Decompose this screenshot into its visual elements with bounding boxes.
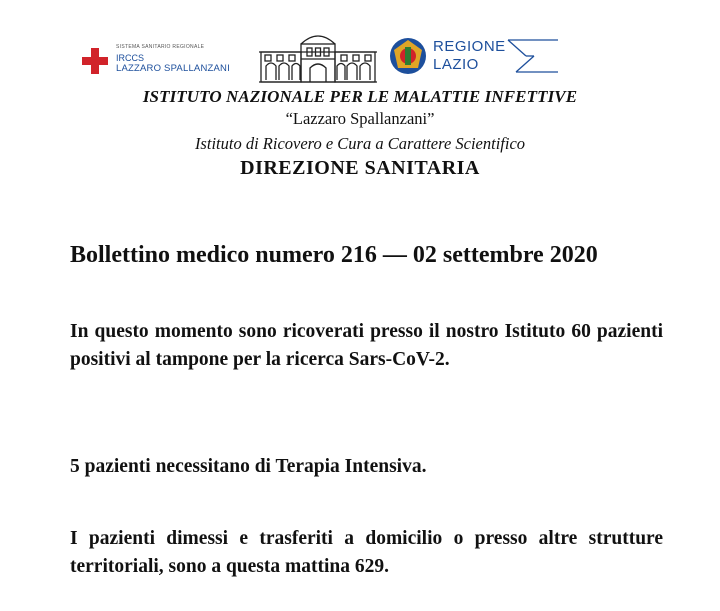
irccs-logo (82, 44, 252, 84)
irccs-small-text: SISTEMA SANITARIO REGIONALE (116, 44, 205, 50)
institute-subtitle: Istituto di Ricovero e Cura a Carattere Scientifico (194, 134, 526, 153)
header-logos (0, 20, 720, 88)
paragraph-intensive-care: 5 pazienti necessitano di Terapia Intensiva. (70, 456, 427, 477)
region-lines-icon (480, 38, 560, 74)
region-word-lazio: LAZIO (433, 56, 479, 73)
red-cross-icon (82, 48, 108, 74)
region-emblem-icon (388, 36, 428, 76)
irccs-name: LAZZARO SPALLANZANI (116, 63, 230, 74)
irccs-label: IRCCS (116, 53, 145, 63)
institute-name: “Lazzaro Spallanzani” (285, 109, 435, 128)
regione-lazio-logo (388, 32, 548, 84)
department-title: DIREZIONE SANITARIA (240, 157, 480, 179)
bulletin-title: Bollettino medico numero 216 — 02 settembre 2020 (70, 242, 598, 268)
region-word-regione: REGIONE (433, 38, 506, 55)
institute-title: ISTITUTO NAZIONALE PER LE MALATTIE INFETTIVE (142, 87, 578, 106)
paragraph-hospitalized: In questo momento sono ricoverati presso il nostro Istituto 60 pazienti positivi al tampone per la ricerca Sars-CoV-2. (70, 321, 663, 370)
building-logo-icon (257, 26, 379, 84)
paragraph-discharged: I pazienti dimessi e trasferiti a domicilio o presso altre strutture territoriali, sono a questa mattina 629. (70, 528, 663, 577)
